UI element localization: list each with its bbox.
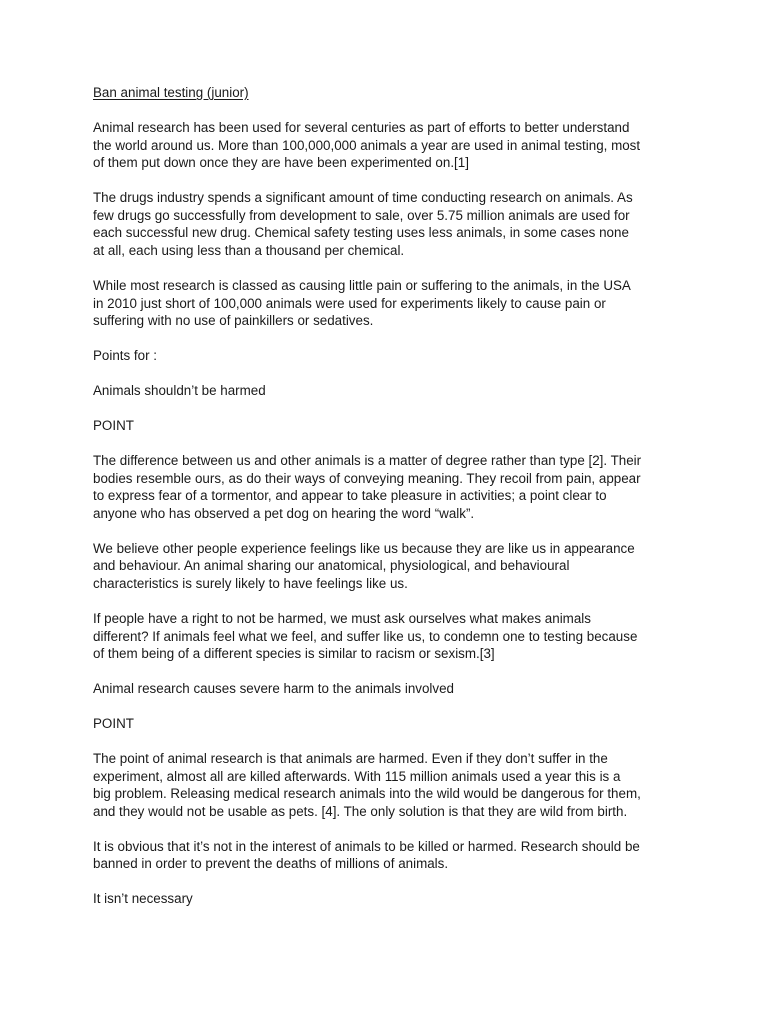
paragraph <box>93 610 688 663</box>
paragraph <box>93 189 688 259</box>
text-line: The drugs industry spends a significant amount of time conducting research on animals. As <box>93 190 633 206</box>
paragraph <box>93 715 688 733</box>
text-line: Points for : <box>93 348 158 364</box>
paragraph <box>93 452 688 522</box>
text-line: Animals shouldn’t be harmed <box>93 383 266 399</box>
text-line: of them put down once they are have been experimented on.[1] <box>93 155 469 171</box>
text-line: few drugs go successfully from development to sale, over 5.75 million animals are used for <box>93 207 630 223</box>
text-line: each successful new drug. Chemical safety testing uses less animals, in some cases none <box>93 225 629 241</box>
text-line: different? If animals feel what we feel, and suffer like us, to condemn one to testing because <box>93 628 638 644</box>
paragraph <box>93 382 688 400</box>
text-line: While most research is classed as causing little pain or suffering to the animals, in the USA <box>93 277 631 293</box>
text-line: and they would not be usable as pets. [4]. The only solution is that they are wild from birth. <box>93 803 628 819</box>
text-line: The difference between us and other animals is a matter of degree rather than type [2]. Their <box>93 453 642 469</box>
document-title: Ban animal testing (junior) <box>93 85 249 100</box>
text-line: If people have a right to not be harmed, we must ask ourselves what makes animals <box>93 610 591 626</box>
text-line: and behaviour. An animal sharing our anatomical, physiological, and behavioural <box>93 558 570 574</box>
document-body <box>93 119 688 908</box>
paragraph <box>93 838 688 873</box>
text-line: banned in order to prevent the deaths of millions of animals. <box>93 856 449 872</box>
paragraph <box>93 680 688 698</box>
text-line: the world around us. More than 100,000,000 animals a year are used in animal testing, most <box>93 137 641 153</box>
text-line: to express fear of a tormentor, and appear to take pleasure in activities; a point clear to <box>93 488 607 504</box>
paragraph <box>93 119 688 172</box>
text-line: experiment, almost all are killed afterwards. With 115 million animals used a year this is a <box>93 768 621 784</box>
text-line: Animal research causes severe harm to the animals involved <box>93 681 454 697</box>
text-line: bodies resemble ours, as do their ways of conveying meaning. They recoil from pain, appear <box>93 470 641 486</box>
text-line: Animal research has been used for several centuries as part of efforts to better understand <box>93 119 630 135</box>
paragraph <box>93 540 688 593</box>
text-line: It is obvious that it’s not in the interest of animals to be killed or harmed. Research should be <box>93 838 640 854</box>
paragraph <box>93 750 688 820</box>
text-line: characteristics is surely likely to have feelings like us. <box>93 576 408 591</box>
text-line: suffering with no use of painkillers or sedatives. <box>93 313 374 329</box>
text-line: of them being of a different species is similar to racism or sexism.[3] <box>93 646 495 662</box>
text-line: POINT <box>93 716 134 732</box>
text-line: It isn’t necessary <box>93 891 193 907</box>
text-line: at all, each using less than a thousand per chemical. <box>93 242 405 258</box>
paragraph <box>93 347 688 365</box>
paragraph <box>93 277 688 330</box>
paragraph <box>93 417 688 435</box>
text-line: in 2010 just short of 100,000 animals were used for experiments likely to cause pain or <box>93 295 606 311</box>
document-title-block <box>93 84 688 102</box>
text-line: We believe other people experience feelings like us because they are like us in appearance <box>93 540 635 556</box>
text-line: The point of animal research is that animals are harmed. Even if they don’t suffer in the <box>93 751 608 767</box>
text-line: big problem. Releasing medical research animals into the wild would be dangerous for them, <box>93 786 641 802</box>
text-line: POINT <box>93 418 134 434</box>
paragraph <box>93 890 688 908</box>
text-line: anyone who has observed a pet dog on hearing the word “walk”. <box>93 505 475 521</box>
